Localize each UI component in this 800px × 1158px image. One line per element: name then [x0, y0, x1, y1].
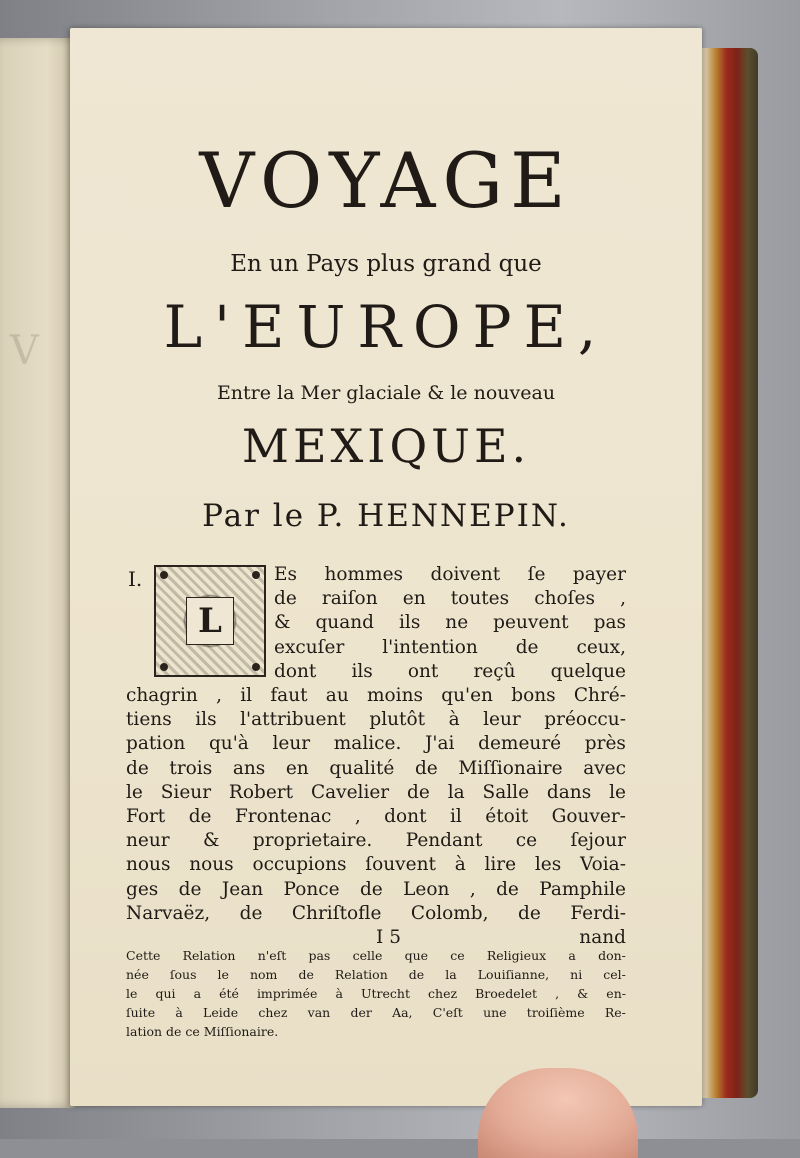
text-line: nous nous occupions ſouvent à lire les Voia- [126, 854, 626, 876]
text-line: ges de Jean Ponce de Leon , de Pamphile [126, 878, 626, 900]
signature-mark: I 5 [376, 926, 401, 948]
text-line: pation qu'à leur malice. J'ai demeuré près [126, 733, 626, 755]
section-marker: I. [128, 567, 143, 591]
text-line: Narvaëz, de Chriſtofle Colomb, de Ferdi- [126, 902, 626, 924]
text-line: Fort de Frontenac , dont il étoit Gouver- [126, 805, 626, 827]
ornament-corner-dot [252, 663, 260, 671]
body-paragraph [126, 563, 626, 950]
ornament-corner-dot [160, 571, 168, 579]
drop-cap-letter: L [186, 597, 234, 645]
subtitle-pays: En un Pays plus grand que [230, 251, 542, 277]
footnote-line: lation de ce Miſſionaire. [126, 1024, 279, 1039]
text-line: neur & proprietaire. Pendant ce ſejour [126, 830, 626, 852]
dropcap-lines [274, 563, 626, 684]
subtitle-mer: Entre la Mer glaciale & le nouveau [216, 382, 556, 404]
text-line: chagrin , il faut au moins qu'en bons Chré- [126, 685, 626, 706]
text-line: tiens ils l'attribuent plutôt à leur préoccu- [126, 709, 626, 731]
ornamental-initial [154, 565, 266, 677]
footnote-line: ſuite à Leide chez van der Aa, C'eſt une troiſième Re- [126, 1005, 626, 1020]
footnote [126, 946, 626, 1041]
text-line: Es hommes doivent ſe payer [274, 564, 626, 585]
footnote-line: Cette Relation n'eſt pas celle que ce Religieux a don- [126, 948, 626, 963]
title-mexique: MEXIQUE. [241, 419, 531, 473]
ornament-corner-dot [160, 663, 168, 671]
text-line: dont ils ont reçû quelque [274, 660, 626, 682]
text-line: le Sieur Robert Cavelier de la Salle dans le [126, 781, 626, 803]
title-page [70, 28, 702, 1106]
text-line: de trois ans en qualité de Miſſionaire avec [126, 757, 626, 779]
text-line: excuſer l'intention de ceux, [274, 636, 626, 658]
facing-left-page [0, 38, 78, 1108]
text-line: de raiſon en toutes choſes , [274, 588, 626, 610]
left-page-bleed-through: V [10, 328, 39, 374]
full-width-lines [126, 684, 626, 926]
footnote-line: le qui a été imprimée à Utrecht chez Broedelet , & en- [126, 986, 626, 1001]
ornament-corner-dot [252, 571, 260, 579]
catchword: nand [579, 926, 626, 948]
dropcap-area [126, 563, 626, 684]
author-line: Par le P. HENNEPIN. [202, 498, 570, 534]
title-europe: L'EUROPE, [163, 293, 609, 361]
text-line: & quand ils ne peuvent pas [274, 612, 626, 634]
footnote-line: née ſous le nom de Relation de la Louiſianne, ni cel- [126, 967, 626, 982]
title-voyage: VOYAGE [199, 136, 573, 225]
